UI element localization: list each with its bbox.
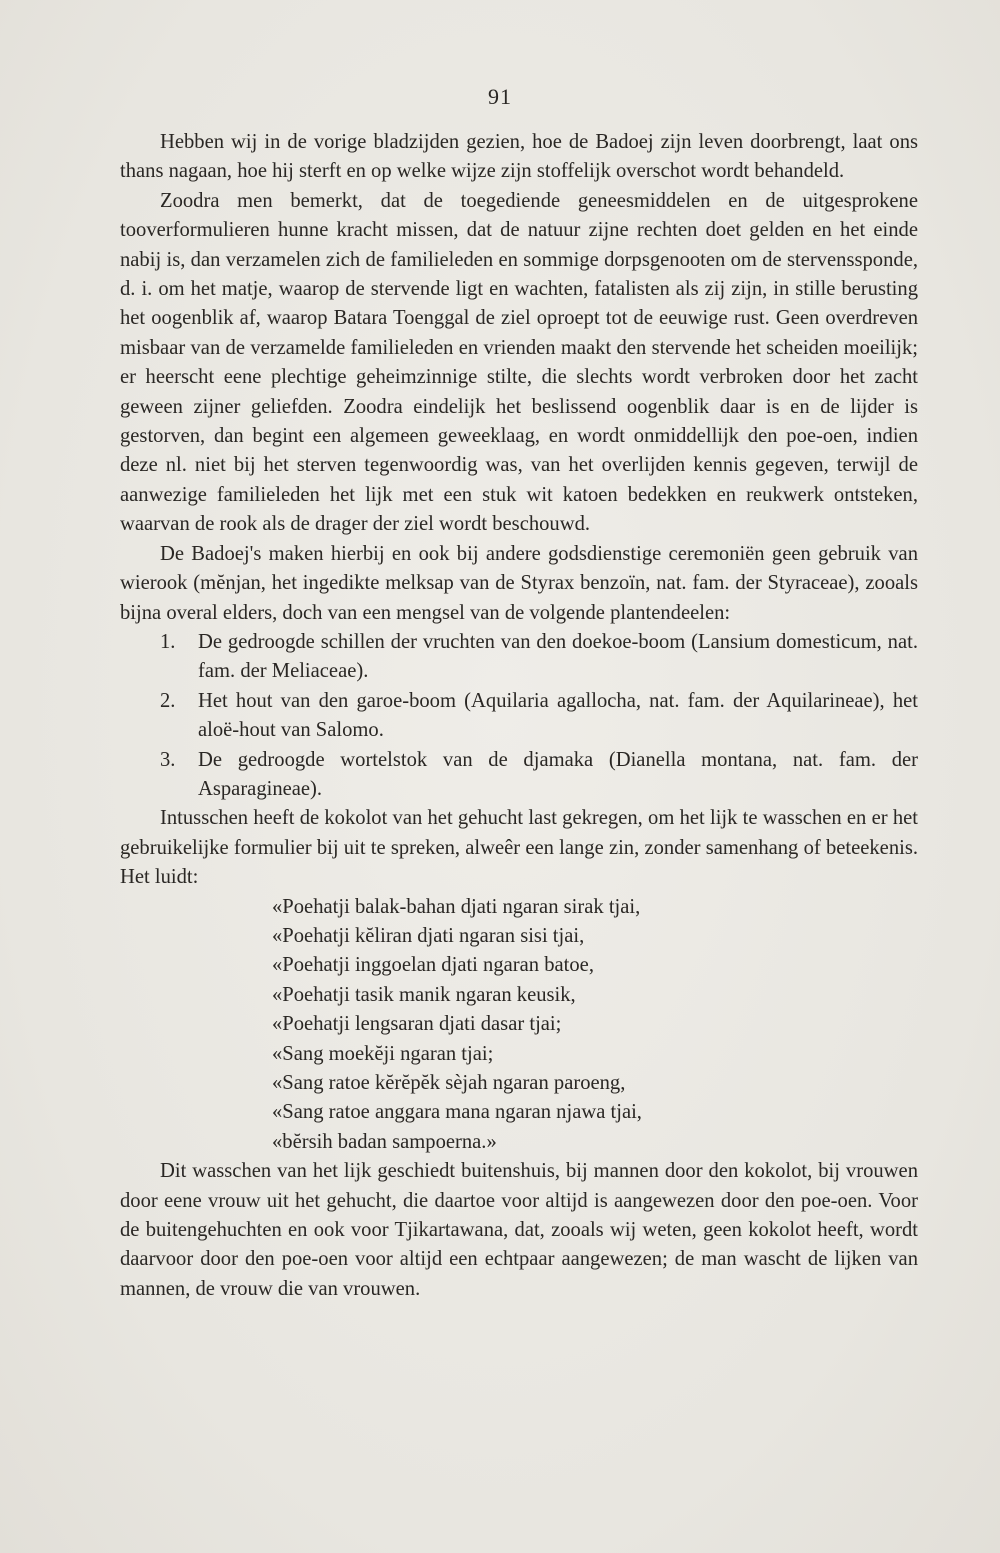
list-item (160, 687, 918, 746)
page-number: 91 (488, 84, 512, 109)
verse-line: «Poehatji tasik manik ngaran keusik, (272, 983, 576, 1006)
body-text (120, 128, 918, 1304)
list-item-text: Het hout van den garoe-boom (Aquilaria agallocha, nat. fam. der Aquilarineae), het aloë-hout van Salomo. (198, 689, 918, 742)
paragraph-2: Zoodra men bemerkt, dat de toegediende geneesmiddelen en de uitgesprokene tooverformulieren hunne kracht missen, dat de natuur zijne rechten doet gelden en het einde nabij is, dan verzamelen zich de familieleden en sommige dorpsgenooten om de stervenssponde, d. i. om het matje, waarop de stervende ligt en wachten, fatalisten als zij zijn, in stille berusting het oogenblik af, waarop Batara Toenggal de ziel oproept tot de eeuwige rust. Geen overdreven misbaar van de verzamelde familieleden en vrienden maakt den stervende het scheiden moeilijk; er heerscht eene plechtige geheimzinnige stilte, die slechts wordt verbroken door het zacht geween zijner geliefden. Zoodra eindelijk het beslissend oogenblik daar is en de lijder is gestorven, dan begint een algemeen geweeklaag, en wordt onmiddellijk den poe-oen, indien deze nl. niet bij het sterven tegenwoordig was, van het overlijden kennis gegeven, terwijl de aanwezige familieleden het lijk met een stuk wit katoen bedekken en reukwerk ontsteken, waarvan de rook als de drager der ziel wordt beschouwd. (120, 189, 918, 536)
verse-line: «Poehatji inggoelan djati ngaran batoe, (272, 954, 594, 977)
paragraph-3: De Badoej's maken hierbij en ook bij andere godsdienstige ceremoniën geen gebruik van wierook (mĕnjan, het ingedikte melksap van de Styrax benzoïn, nat. fam. der Styraceae), zooals bijna overal elders, doch van een mengsel van de volgende plantendeelen: (120, 542, 918, 624)
verse-line: «Sang moekĕji ngaran tjai; (272, 1042, 494, 1065)
verse-line: «Poehatji kĕliran djati ngaran sisi tjai, (272, 924, 585, 947)
washing-formula-verse (272, 893, 918, 1158)
verse-line: «Sang ratoe kĕrĕpĕk sèjah ngaran paroeng, (272, 1072, 626, 1094)
list-item-number: 1. (160, 630, 176, 653)
verse-line: «Sang ratoe anggara mana ngaran njawa tjai, (272, 1101, 642, 1124)
verse-line: «Poehatji lengsaran djati dasar tjai; (272, 1013, 562, 1036)
list-item-number: 3. (160, 748, 176, 771)
list-item-number: 2. (160, 689, 176, 712)
paragraph-1: Hebben wij in de vorige bladzijden gezien, hoe de Badoej zijn leven doorbrengt, laat ons thans nagaan, hoe hij sterft en op welke wijze zijn stoffelijk overschot wordt behandeld. (120, 131, 918, 183)
verse-line: «bĕrsih badan sampoerna.» (272, 1130, 497, 1153)
list-item (160, 628, 918, 687)
list-item-text: De gedroogde schillen der vruchten van den doekoe-boom (Lansium domesticum, nat. fam. der Meliaceae). (198, 630, 918, 683)
list-item (160, 746, 918, 805)
list-item-text: De gedroogde wortelstok van de djamaka (Dianella montana, nat. fam. der Asparagineae). (198, 748, 918, 800)
paragraph-4: Intusschen heeft de kokolot van het gehucht last gekregen, om het lijk te wasschen en er het gebruikelijke formulier bij uit te spreken, alweêr een lange zin, zonder samenhang of beteekenis. Het luidt: (120, 807, 918, 889)
plant-parts-list (120, 628, 918, 804)
paragraph-5: Dit wasschen van het lijk geschiedt buitenshuis, bij mannen door den kokolot, bij vrouwen door eene vrouw uit het gehucht, die daartoe voor altijd is aangewezen door den poe-oen. Voor de buitengehuchten en ook voor Tjikartawana, dat, zooals wij weten, geen kokolot heeft, wordt daarvoor door den poe-oen voor altijd een echtpaar aangewezen; de man wascht de lijken van mannen, de vrouw die van vrouwen. (120, 1160, 918, 1300)
verse-line: «Poehatji balak-bahan djati ngaran sirak tjai, (272, 895, 641, 918)
